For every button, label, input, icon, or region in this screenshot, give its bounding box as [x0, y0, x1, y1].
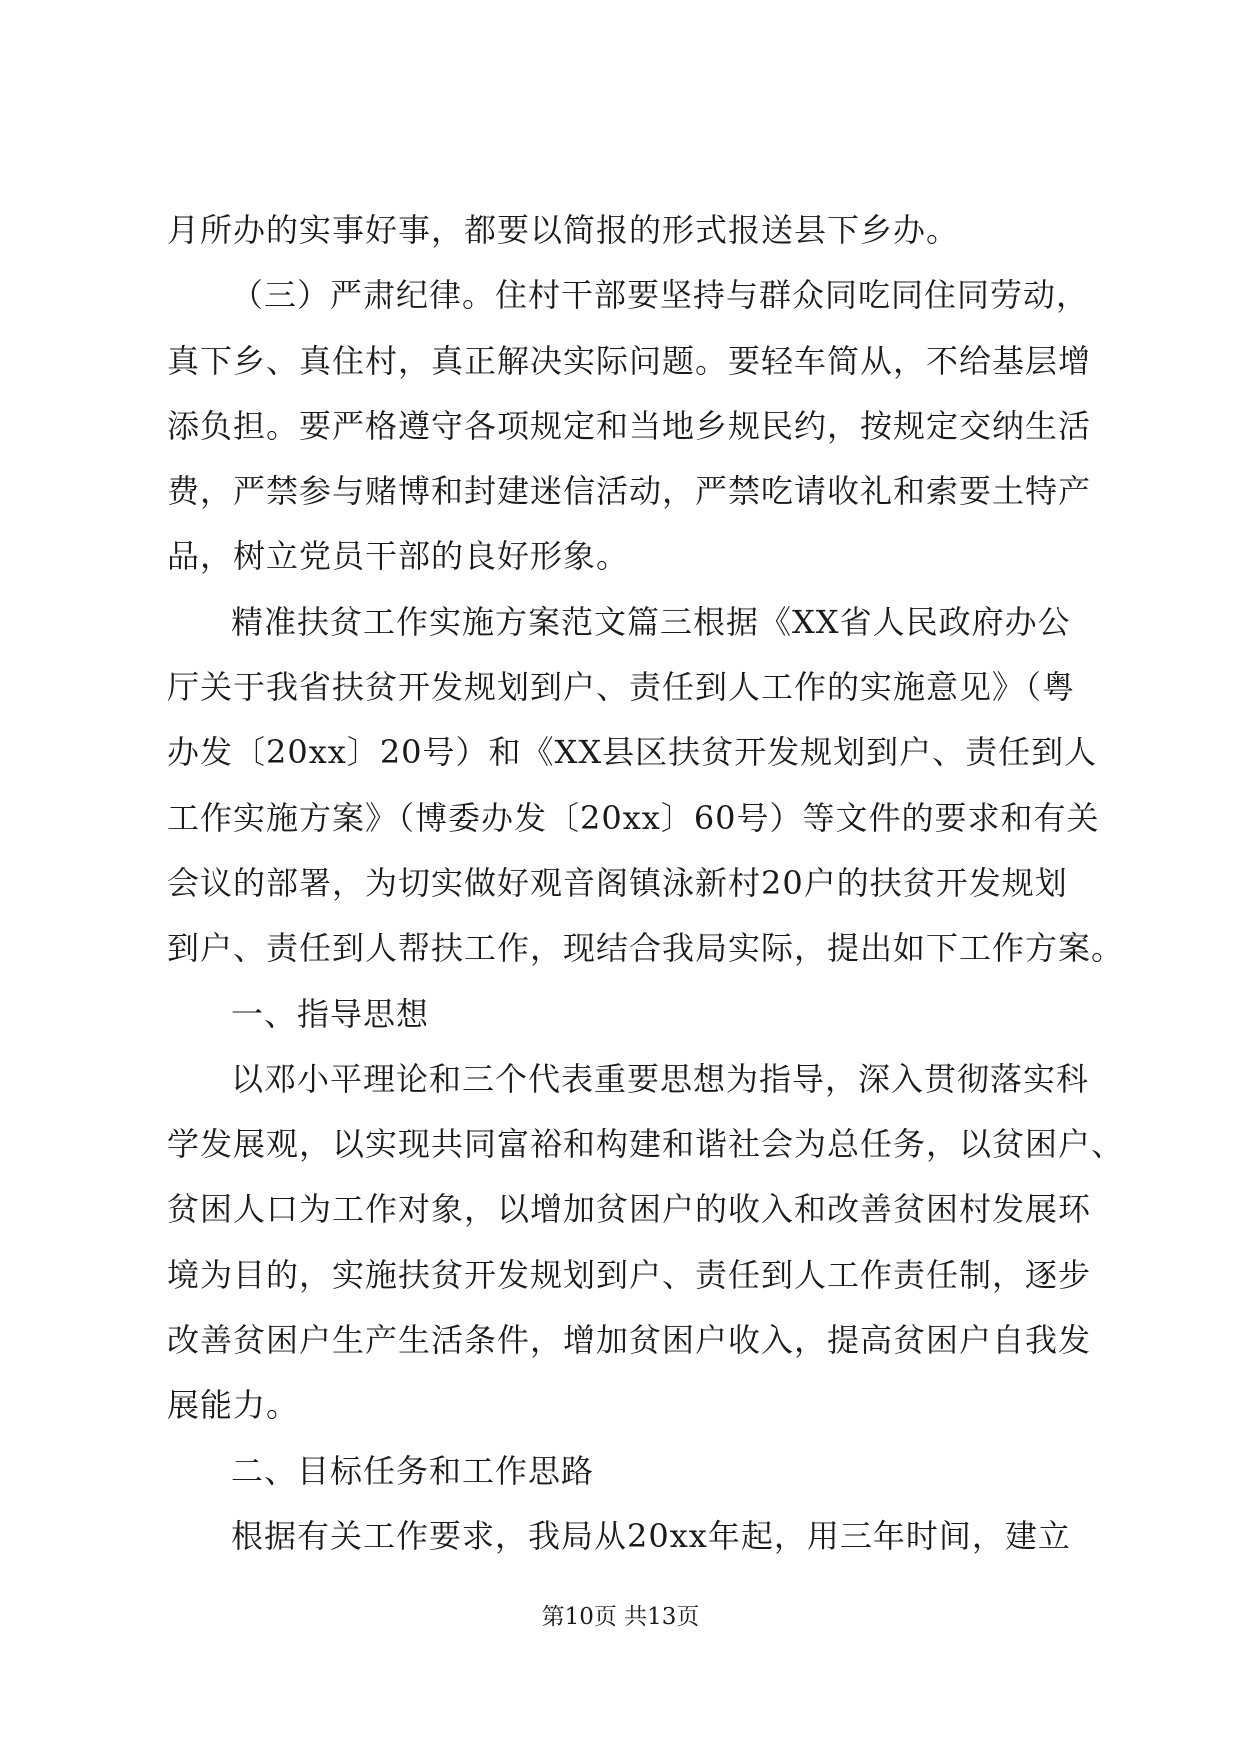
section-heading-goals: 二、目标任务和工作思路 [231, 1451, 595, 1490]
text-line: 会议的部署，为切实做好观音阁镇泳新村20户的扶贫开发规划 [167, 863, 1068, 902]
paragraph-line-goals: 根据有关工作要求，我局从20xx年起，用三年时间，建立 [231, 1516, 1071, 1555]
text-line: 展能力。 [167, 1386, 300, 1425]
text-line: 月所办的实事好事，都要以简报的形式报送县下乡办。 [167, 211, 960, 249]
text-line: 学发展观，以实现共同富裕和构建和谐社会为总任务，以贫困户、 [167, 1125, 1125, 1164]
text-line: 改善贫困户生产生活条件，增加贫困户收入，提高贫困户自我发 [167, 1321, 1092, 1360]
section-heading-guiding-thought: 一、指导思想 [231, 994, 430, 1033]
text-line: 境为目的，实施扶贫开发规划到户、责任到人工作责任制，逐步 [167, 1255, 1092, 1294]
text-line: 工作实施方案》（博委办发〔20xx〕60号）等文件的要求和有关 [167, 798, 1100, 837]
text-line: 添负担。要严格遵守各项规定和当地乡规民约，按规定交纳生活 [167, 406, 1092, 445]
paragraph-line-section-three: （三）严肃纪律。住村干部要坚持与群众同吃同住同劳动， [231, 276, 1090, 315]
text-line: 费，严禁参与赌博和封建迷信活动，严禁吃请收礼和索要土特产 [167, 472, 1092, 511]
text-line: 贫困人口为工作对象，以增加贫困户的收入和改善贫困村发展环 [167, 1190, 1092, 1229]
text-line: 办发〔20xx〕20号）和《XX县区扶贫开发规划到户、责任到人 [167, 733, 1098, 772]
text-line: 真下乡、真住村，真正解决实际问题。要轻车简从，不给基层增 [167, 341, 1092, 380]
text-line: 到户、责任到人帮扶工作，现结合我局实际，提出如下工作方案。 [167, 929, 1125, 968]
page-number-footer: 第10页 共13页 [541, 1604, 700, 1630]
paragraph-line-guiding-thought: 以邓小平理论和三个代表重要思想为指导，深入贯彻落实科 [231, 1059, 1090, 1098]
text-line: 厅关于我省扶贫开发规划到户、责任到人工作的实施意见》（粤 [167, 668, 1076, 707]
text-line: 品，树立党员干部的良好形象。 [167, 537, 630, 576]
document-body [167, 198, 1125, 1569]
paragraph-line-plan-intro: 精准扶贫工作实施方案范文篇三根据《XX省人民政府办公 [231, 602, 1071, 641]
